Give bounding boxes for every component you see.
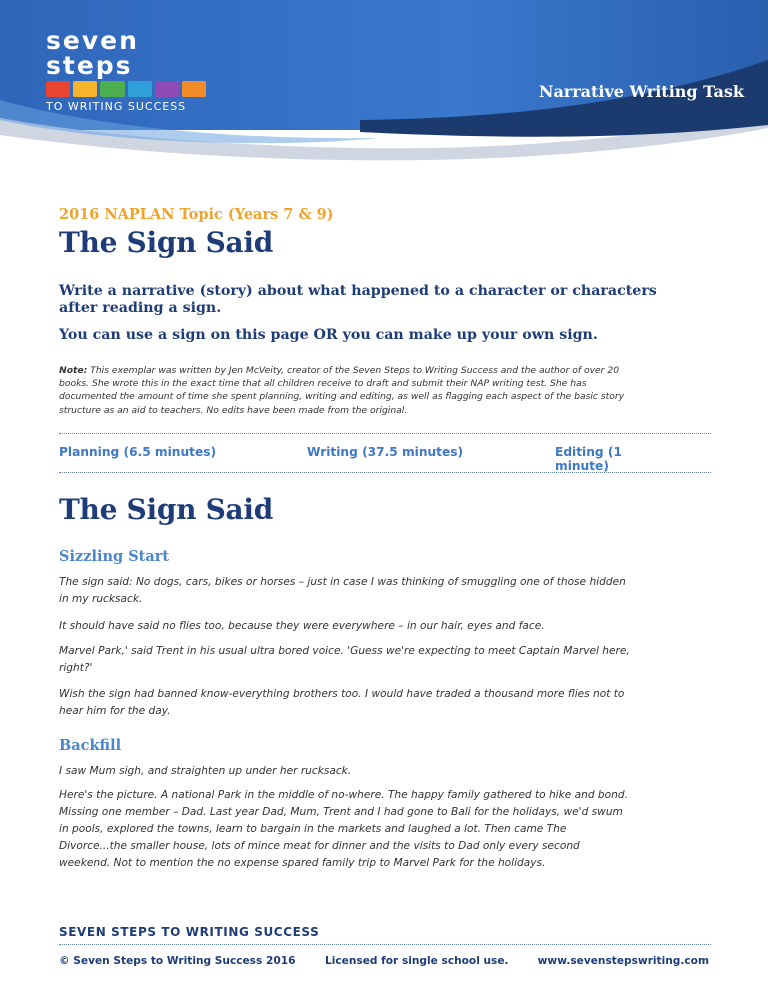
footer-brand: SEVEN STEPS TO WRITING SUCCESS	[59, 925, 320, 939]
section-heading-sizzling-start: Sizzling Start	[59, 548, 170, 565]
logo	[46, 28, 206, 113]
logo-step-blocks	[46, 81, 206, 97]
footer-license: Licensed for single school use.	[325, 955, 509, 967]
section-heading-backfill: Backfill	[59, 737, 122, 754]
page-title: The Sign Said	[59, 226, 273, 259]
footer-divider	[59, 944, 711, 945]
logo-step-block	[155, 81, 179, 97]
logo-step-block	[46, 81, 70, 97]
story-paragraph: Here's the picture. A national Park in the middle of no-where. The happy family gathered to hike and bond. Missing one member – Dad. Last year Dad, Mum, Trent and I had gone to Bali for the holidays, we'd swum in pools, explored the towns, learn to bargain in the markets and laughed a lot. Then came The Divorce...the smaller house, lots of mince meat for dinner and the visits to Dad only every second weekend. Not to mention the no expense spared family trip to Marvel Park for the holidays.	[59, 789, 628, 869]
story-paragraph: It should have said no flies too, because they were everywhere – in our hair, eyes and face.	[59, 620, 545, 632]
story-paragraph: The sign said: No dogs, cars, bikes or horses – just in case I was thinking of smuggling one of those hidden in my rucksack.	[59, 576, 626, 605]
divider	[59, 433, 711, 434]
story-title: The Sign Said	[59, 493, 273, 526]
logo-step-block	[128, 81, 152, 97]
logo-text-line1: seven steps	[46, 26, 139, 80]
note	[59, 364, 639, 417]
footer-copyright: © Seven Steps to Writing Success 2016	[59, 955, 296, 967]
writing-time: Writing (37.5 minutes)	[307, 445, 464, 459]
task-title: Narrative Writing Task	[538, 82, 744, 101]
story-paragraph: Wish the sign had banned know-everything brothers too. I would have traded a thousand more flies not to hear him for the day.	[59, 688, 625, 717]
footer-website[interactable]: www.sevenstepswriting.com	[537, 955, 709, 967]
logo-step-block	[100, 81, 124, 97]
logo-step-block	[73, 81, 97, 97]
editing-time: Editing (1 minute)	[555, 445, 622, 473]
header-banner	[0, 0, 768, 200]
logo-step-block	[182, 81, 206, 97]
note-text: This exemplar was written by Jen McVeity, creator of the Seven Steps to Writing Success and the author of over 20 books. She wrote this in the exact time that all children receive to draft and submit their NAP writing test. She has documented the amount of time she spent planning, writing and editing, as well as flagging each aspect of the basic story structure as an aid to teachers. No edits have been made from the original.	[59, 365, 625, 416]
story-paragraph: Marvel Park,' said Trent in his usual ultra bored voice. 'Guess we're expecting to meet Captain Marvel here, right?'	[59, 645, 630, 674]
instruction-1: Write a narrative (story) about what happened to a character or characters after reading a sign.	[59, 283, 657, 316]
timings-row	[59, 445, 675, 473]
planning-time: Planning (6.5 minutes)	[59, 445, 217, 459]
instruction-2: You can use a sign on this page OR you can make up your own sign.	[59, 327, 598, 343]
footer-row	[59, 955, 709, 971]
divider	[59, 472, 711, 473]
note-label: Note:	[59, 365, 88, 376]
logo-text-line2: TO WRITING SUCCESS	[46, 100, 187, 113]
story-paragraph: I saw Mum sigh, and straighten up under her rucksack.	[59, 765, 352, 777]
topic-label: 2016 NAPLAN Topic (Years 7 & 9)	[59, 206, 334, 223]
